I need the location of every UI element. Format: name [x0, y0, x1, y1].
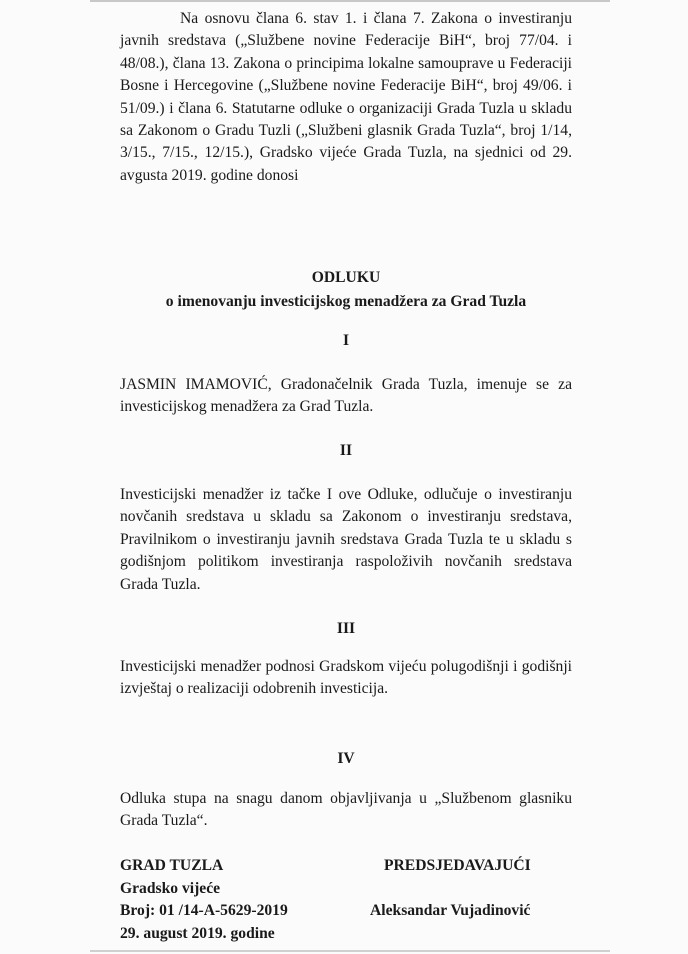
- document-number: Broj: 01 /14-A-5629-2019: [120, 902, 288, 920]
- chair-title: PREDSJEDAVAJUĆI: [384, 857, 531, 874]
- appointee-name: JASMIN IMAMOVIĆ: [120, 376, 268, 393]
- signature-left: [120, 855, 288, 945]
- preamble-paragraph: Na osnovu člana 6. stav 1. i člana 7. Zakona o investiranju javnih sredstava („Službene novine Federacije BiH“, broj 77/04. i 48/08.), člana 13. Zakona o principima lokalne samouprave u Federaciji Bosne i Hercegovine („Službene novine Federacije BiH“, broj 49/06. i 51/09.) i člana 6. Statutarne odluke o organizaciji Grada Tuzla u skladu sa Zakonom o Gradu Tuzli („Službeni glasnik Grada Tuzla“, broj 1/14, 3/15., 7/15., 12/15.), Gradsko vijeće Grada Tuzla, na sjednici od 29. avgusta 2019. godine donosi: [120, 10, 572, 184]
- signature-right: [370, 855, 531, 923]
- top-rule: [90, 0, 610, 2]
- section-numeral-iv: IV: [337, 750, 355, 767]
- title-subtitle: o imenovanju investicijskog menadžera za Grad Tuzla: [165, 293, 527, 310]
- issuer-city: GRAD TUZLA: [120, 857, 224, 874]
- section-iii-text: Investicijski menadžer podnosi Gradskom vijeću polugodišnji i godišnji izvještaj o realizaciji odobrenih investicija.: [120, 658, 572, 698]
- section-numeral-iii: III: [336, 620, 356, 637]
- section-i-text: [120, 374, 572, 419]
- decision-title: [120, 266, 572, 314]
- document-date: 29. august 2019. godine: [120, 924, 275, 942]
- bottom-rule: [90, 950, 610, 952]
- section-numeral-ii: II: [339, 442, 353, 459]
- section-i-body: , Gradonačelnik Grada Tuzla, imenuje se za investicijskog menadžera za Grad Tuzla.: [120, 376, 572, 416]
- section-numeral-i: I: [342, 332, 350, 349]
- issuer-body: Gradsko vijeće: [120, 879, 221, 897]
- section-ii-text: Investicijski menadžer iz tačke I ove Odluke, odlučuje o investiranju novčanih sredstava u skladu sa Zakonom o investiranju sredstava, Pravilnikom o investiranju javnih sredstava Grada Tuzla te u skladu s godišnjom politikom investiranja raspoloživih novčanih sredstava Grada Tuzla.: [120, 486, 572, 593]
- signature-spacer: [384, 878, 531, 901]
- section-iv-text: Odluka stupa na snagu danom objavljivanja u „Službenom glasniku Grada Tuzla“.: [120, 790, 572, 830]
- chair-name: Aleksandar Vujadinović: [370, 902, 531, 920]
- title-main: ODLUKU: [311, 269, 381, 286]
